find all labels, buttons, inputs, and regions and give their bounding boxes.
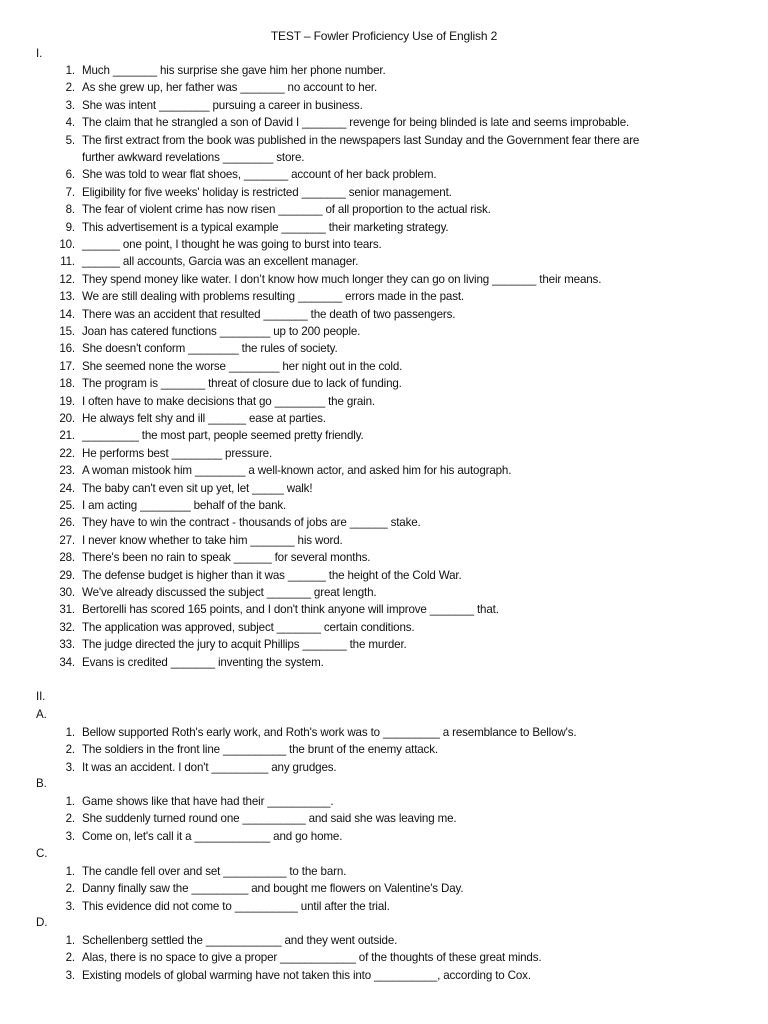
- item-number: 3.: [65, 98, 75, 112]
- item-number: 2.: [65, 743, 75, 756]
- item-number: 1.: [65, 64, 75, 77]
- item-text: I am acting ________ behalf of the bank.: [82, 499, 287, 512]
- item-text: It was an accident. I don't _________ any grudges.: [82, 760, 337, 774]
- item-number: 29.: [59, 568, 75, 582]
- item-number: 9.: [65, 220, 75, 234]
- item-number: 2.: [65, 81, 75, 95]
- item-text: We've already discussed the subject _______ great length.: [82, 586, 377, 599]
- item-number: 3.: [65, 829, 75, 843]
- item-number: 5.: [65, 133, 75, 147]
- item-text: Game shows like that have had their __________.: [82, 794, 334, 808]
- item-text: There was an accident that resulted _______ the death of two passengers.: [82, 307, 456, 321]
- item-text: A woman mistook him ________ a well-known actor, and asked him for his autograph.: [82, 464, 512, 478]
- item-text: She seemed none the worse ________ her night out in the cold.: [82, 359, 403, 373]
- item-text: She suddenly turned round one __________ and said she was leaving me.: [82, 812, 457, 825]
- item-text: She was intent ________ pursuing a career in business.: [82, 98, 363, 112]
- item-text: Much _______ his surprise she gave him her phone number.: [82, 64, 386, 77]
- item-number: 3.: [65, 899, 75, 913]
- item-text: Bellow supported Roth's early work, and Roth's work was to _________ a resemblance to Bellow's.: [82, 725, 577, 739]
- item-number: 1.: [65, 864, 75, 878]
- item-text: The soldiers in the front line __________ the brunt of the enemy attack.: [82, 743, 438, 756]
- item-number: 7.: [65, 185, 75, 199]
- item-number: 18.: [59, 377, 75, 391]
- item-number: 11.: [60, 255, 75, 269]
- item-number: 19.: [59, 394, 75, 408]
- item-text: Come on, let's call it a ____________ and go home.: [82, 829, 343, 843]
- item-number: 31.: [59, 603, 75, 617]
- page-title: TEST – Fowler Proficiency Use of English 2: [270, 29, 498, 43]
- item-text: This advertisement is a typical example _______ their marketing strategy.: [82, 220, 449, 234]
- item-text: _________ the most part, people seemed pretty friendly.: [82, 429, 364, 443]
- item-number: 25.: [59, 499, 75, 512]
- item-number: 17.: [59, 359, 75, 373]
- item-number: 20.: [59, 412, 75, 425]
- item-text: The application was approved, subject _______ certain conditions.: [82, 620, 415, 634]
- item-number: 3.: [65, 760, 75, 774]
- item-number: 15.: [59, 325, 75, 338]
- item-number: 28.: [59, 551, 75, 565]
- group-label: D.: [36, 916, 48, 929]
- item-number: 22.: [59, 446, 75, 460]
- item-number: 27.: [59, 533, 75, 547]
- item-number: 8.: [65, 203, 75, 217]
- item-text: Alas, there is no space to give a proper ____________ of the thoughts of these great minds.: [82, 951, 542, 964]
- item-number: 3.: [65, 968, 75, 982]
- item-text: They spend money like water. I don’t know how much longer they can go on living _______ their means.: [82, 272, 602, 286]
- item-number: 13.: [59, 290, 75, 304]
- item-number: 24.: [59, 481, 75, 495]
- item-text: The baby can't even sit up yet, let _____ walk!: [82, 481, 313, 495]
- item-text: This evidence did not come to __________ until after the trial.: [82, 899, 390, 913]
- item-number: 30.: [59, 586, 75, 599]
- item-number: 26.: [59, 516, 75, 530]
- item-number: 4.: [65, 116, 75, 130]
- item-text: There's been no rain to speak ______ for several months.: [82, 551, 371, 565]
- item-text: He always felt shy and ill ______ ease at parties.: [82, 412, 326, 425]
- item-text: I often have to make decisions that go ________ the grain.: [82, 394, 375, 408]
- item-number: 2.: [65, 882, 75, 895]
- item-text-continued: further awkward revelations ________ store.: [82, 150, 305, 164]
- item-number: 2.: [65, 951, 75, 964]
- item-number: 2.: [65, 812, 75, 825]
- item-text: The fear of violent crime has now risen _______ of all proportion to the actual risk.: [82, 203, 491, 217]
- item-text: Eligibility for five weeks' holiday is restricted _______ senior management.: [82, 185, 452, 199]
- item-text: Danny finally saw the _________ and bought me flowers on Valentine's Day.: [82, 882, 464, 895]
- section-label-ii: II.: [36, 690, 46, 703]
- item-number: 6.: [65, 168, 75, 182]
- section-label-i: I.: [36, 47, 43, 60]
- item-text: As she grew up, her father was _______ no account to her.: [82, 81, 378, 95]
- item-number: 21.: [59, 429, 75, 443]
- item-text: The program is _______ threat of closure due to lack of funding.: [82, 377, 402, 391]
- item-number: 1.: [65, 933, 75, 947]
- item-text: The claim that he strangled a son of David I _______ revenge for being blinded is late and seems improbable.: [82, 116, 630, 130]
- item-number: 14.: [59, 307, 75, 321]
- item-text: They have to win the contract - thousands of jobs are ______ stake.: [82, 516, 421, 530]
- item-text: Existing models of global warming have not taken this into __________, according to Cox.: [82, 968, 531, 982]
- item-text: The first extract from the book was published in the newspapers last Sunday and the Government fear there are: [82, 133, 640, 147]
- item-number: 10.: [59, 238, 75, 251]
- item-text: Joan has catered functions ________ up to 200 people.: [82, 325, 361, 338]
- item-text: Bertorelli has scored 165 points, and I don't think anyone will improve _______ that.: [82, 603, 499, 617]
- group-label: B.: [36, 777, 47, 790]
- item-number: 1.: [65, 725, 75, 739]
- item-text: I never know whether to take him _______ his word.: [82, 533, 343, 547]
- item-text: The judge directed the jury to acquit Phillips _______ the murder.: [82, 638, 407, 652]
- item-number: 12.: [59, 272, 75, 286]
- group-label: C.: [36, 847, 48, 860]
- item-text: We are still dealing with problems resulting _______ errors made in the past.: [82, 290, 464, 304]
- item-number: 1.: [65, 794, 75, 808]
- item-text: ______ one point, I thought he was going to burst into tears.: [82, 238, 382, 251]
- group-label: A.: [36, 708, 47, 721]
- item-number: 16.: [59, 342, 75, 356]
- item-text: ______ all accounts, Garcia was an excellent manager.: [82, 255, 359, 269]
- item-text: The defense budget is higher than it was ______ the height of the Cold War.: [82, 568, 462, 582]
- item-number: 34.: [59, 655, 75, 669]
- item-text: She doesn't conform ________ the rules of society.: [82, 342, 338, 356]
- item-text: He performs best ________ pressure.: [82, 446, 273, 460]
- item-number: 33.: [59, 638, 75, 652]
- item-text: She was told to wear flat shoes, _______ account of her back problem.: [82, 168, 437, 182]
- item-text: Evans is credited _______ inventing the system.: [82, 655, 324, 669]
- item-text: The candle fell over and set __________ to the barn.: [82, 864, 347, 878]
- item-text: Schellenberg settled the ____________ and they went outside.: [82, 933, 398, 947]
- item-number: 32.: [59, 620, 75, 634]
- item-number: 23.: [59, 464, 75, 478]
